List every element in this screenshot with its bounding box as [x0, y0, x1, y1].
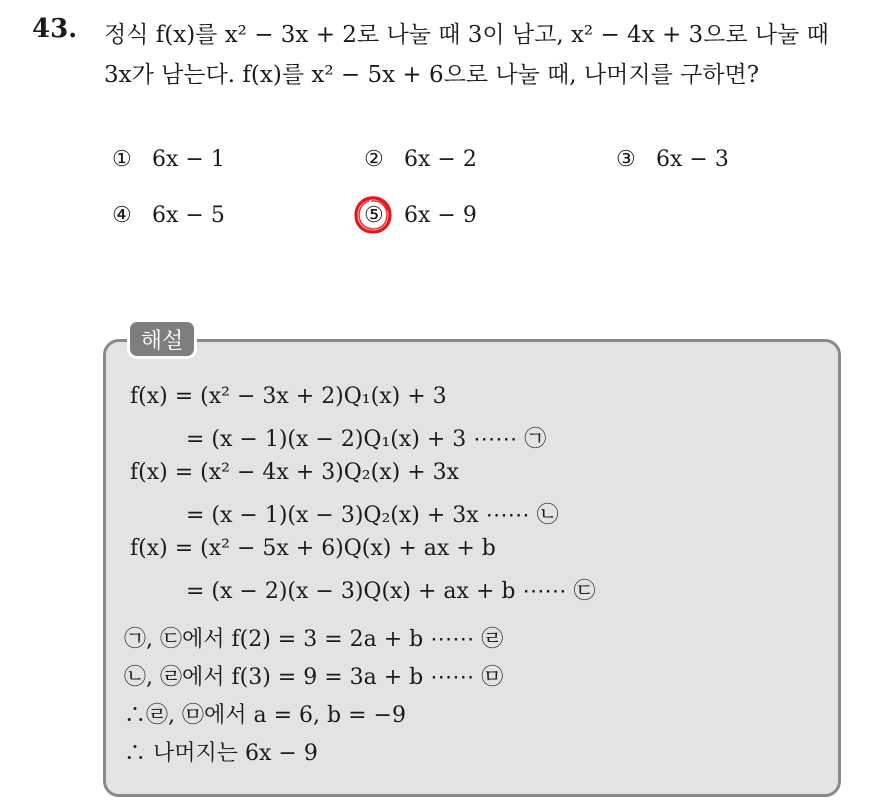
- solution-line-3: f(x) = (x² − 4x + 3)Q₂(x) + 3x: [130, 460, 460, 485]
- solution-line-5: f(x) = (x² − 5x + 6)Q(x) + ax + b: [130, 536, 496, 561]
- choice-2-value: 6x − 2: [404, 147, 477, 172]
- choice-5-value: 6x − 9: [404, 203, 477, 228]
- solution-line-9: ∴㉣, ㉤에서 a = 6, b = −9: [124, 703, 406, 728]
- solution-line-7: ㉠, ㉢에서 f(2) = 3 = 2a + b ⋯⋯ ㉣: [124, 627, 504, 652]
- choice-1-number: ①: [112, 147, 132, 172]
- question-text-line-1: 정식 f(x)를 x² − 3x + 2로 나눌 때 3이 남고, x² − 4x + 3으로 나눌 때: [104, 22, 829, 48]
- solution-tag: 해설: [127, 319, 197, 359]
- choice-3[interactable]: [616, 147, 729, 172]
- choice-4-number: ④: [112, 203, 132, 228]
- solution-line-2: = (x − 1)(x − 2)Q₁(x) + 3 ⋯⋯ ㉠: [186, 427, 547, 452]
- choice-5-number: ⑤: [364, 203, 384, 228]
- answer-mark-circle-icon: [353, 195, 393, 235]
- solution-line-4: = (x − 1)(x − 3)Q₂(x) + 3x ⋯⋯ ㉡: [186, 503, 559, 528]
- solution-line-10: ∴ 나머지는 6x − 9: [124, 741, 318, 766]
- choice-2-number: ②: [364, 147, 384, 172]
- solution-line-8: ㉡, ㉣에서 f(3) = 9 = 3a + b ⋯⋯ ㉤: [124, 665, 504, 690]
- solution-line-6: = (x − 2)(x − 3)Q(x) + ax + b ⋯⋯ ㉢: [186, 579, 596, 604]
- solution-line-1: f(x) = (x² − 3x + 2)Q₁(x) + 3: [130, 384, 447, 409]
- choice-3-number: ③: [616, 147, 636, 172]
- choice-4[interactable]: [112, 203, 225, 228]
- choice-3-value: 6x − 3: [656, 147, 729, 172]
- choice-1-value: 6x − 1: [152, 147, 225, 172]
- choice-1[interactable]: [112, 147, 225, 172]
- question-text-line-2: 3x가 남는다. f(x)를 x² − 5x + 6으로 나눌 때, 나머지를 구하면?: [104, 62, 760, 88]
- choice-2[interactable]: [364, 147, 477, 172]
- question-number: 43.: [32, 14, 78, 44]
- choice-4-value: 6x − 5: [152, 203, 225, 228]
